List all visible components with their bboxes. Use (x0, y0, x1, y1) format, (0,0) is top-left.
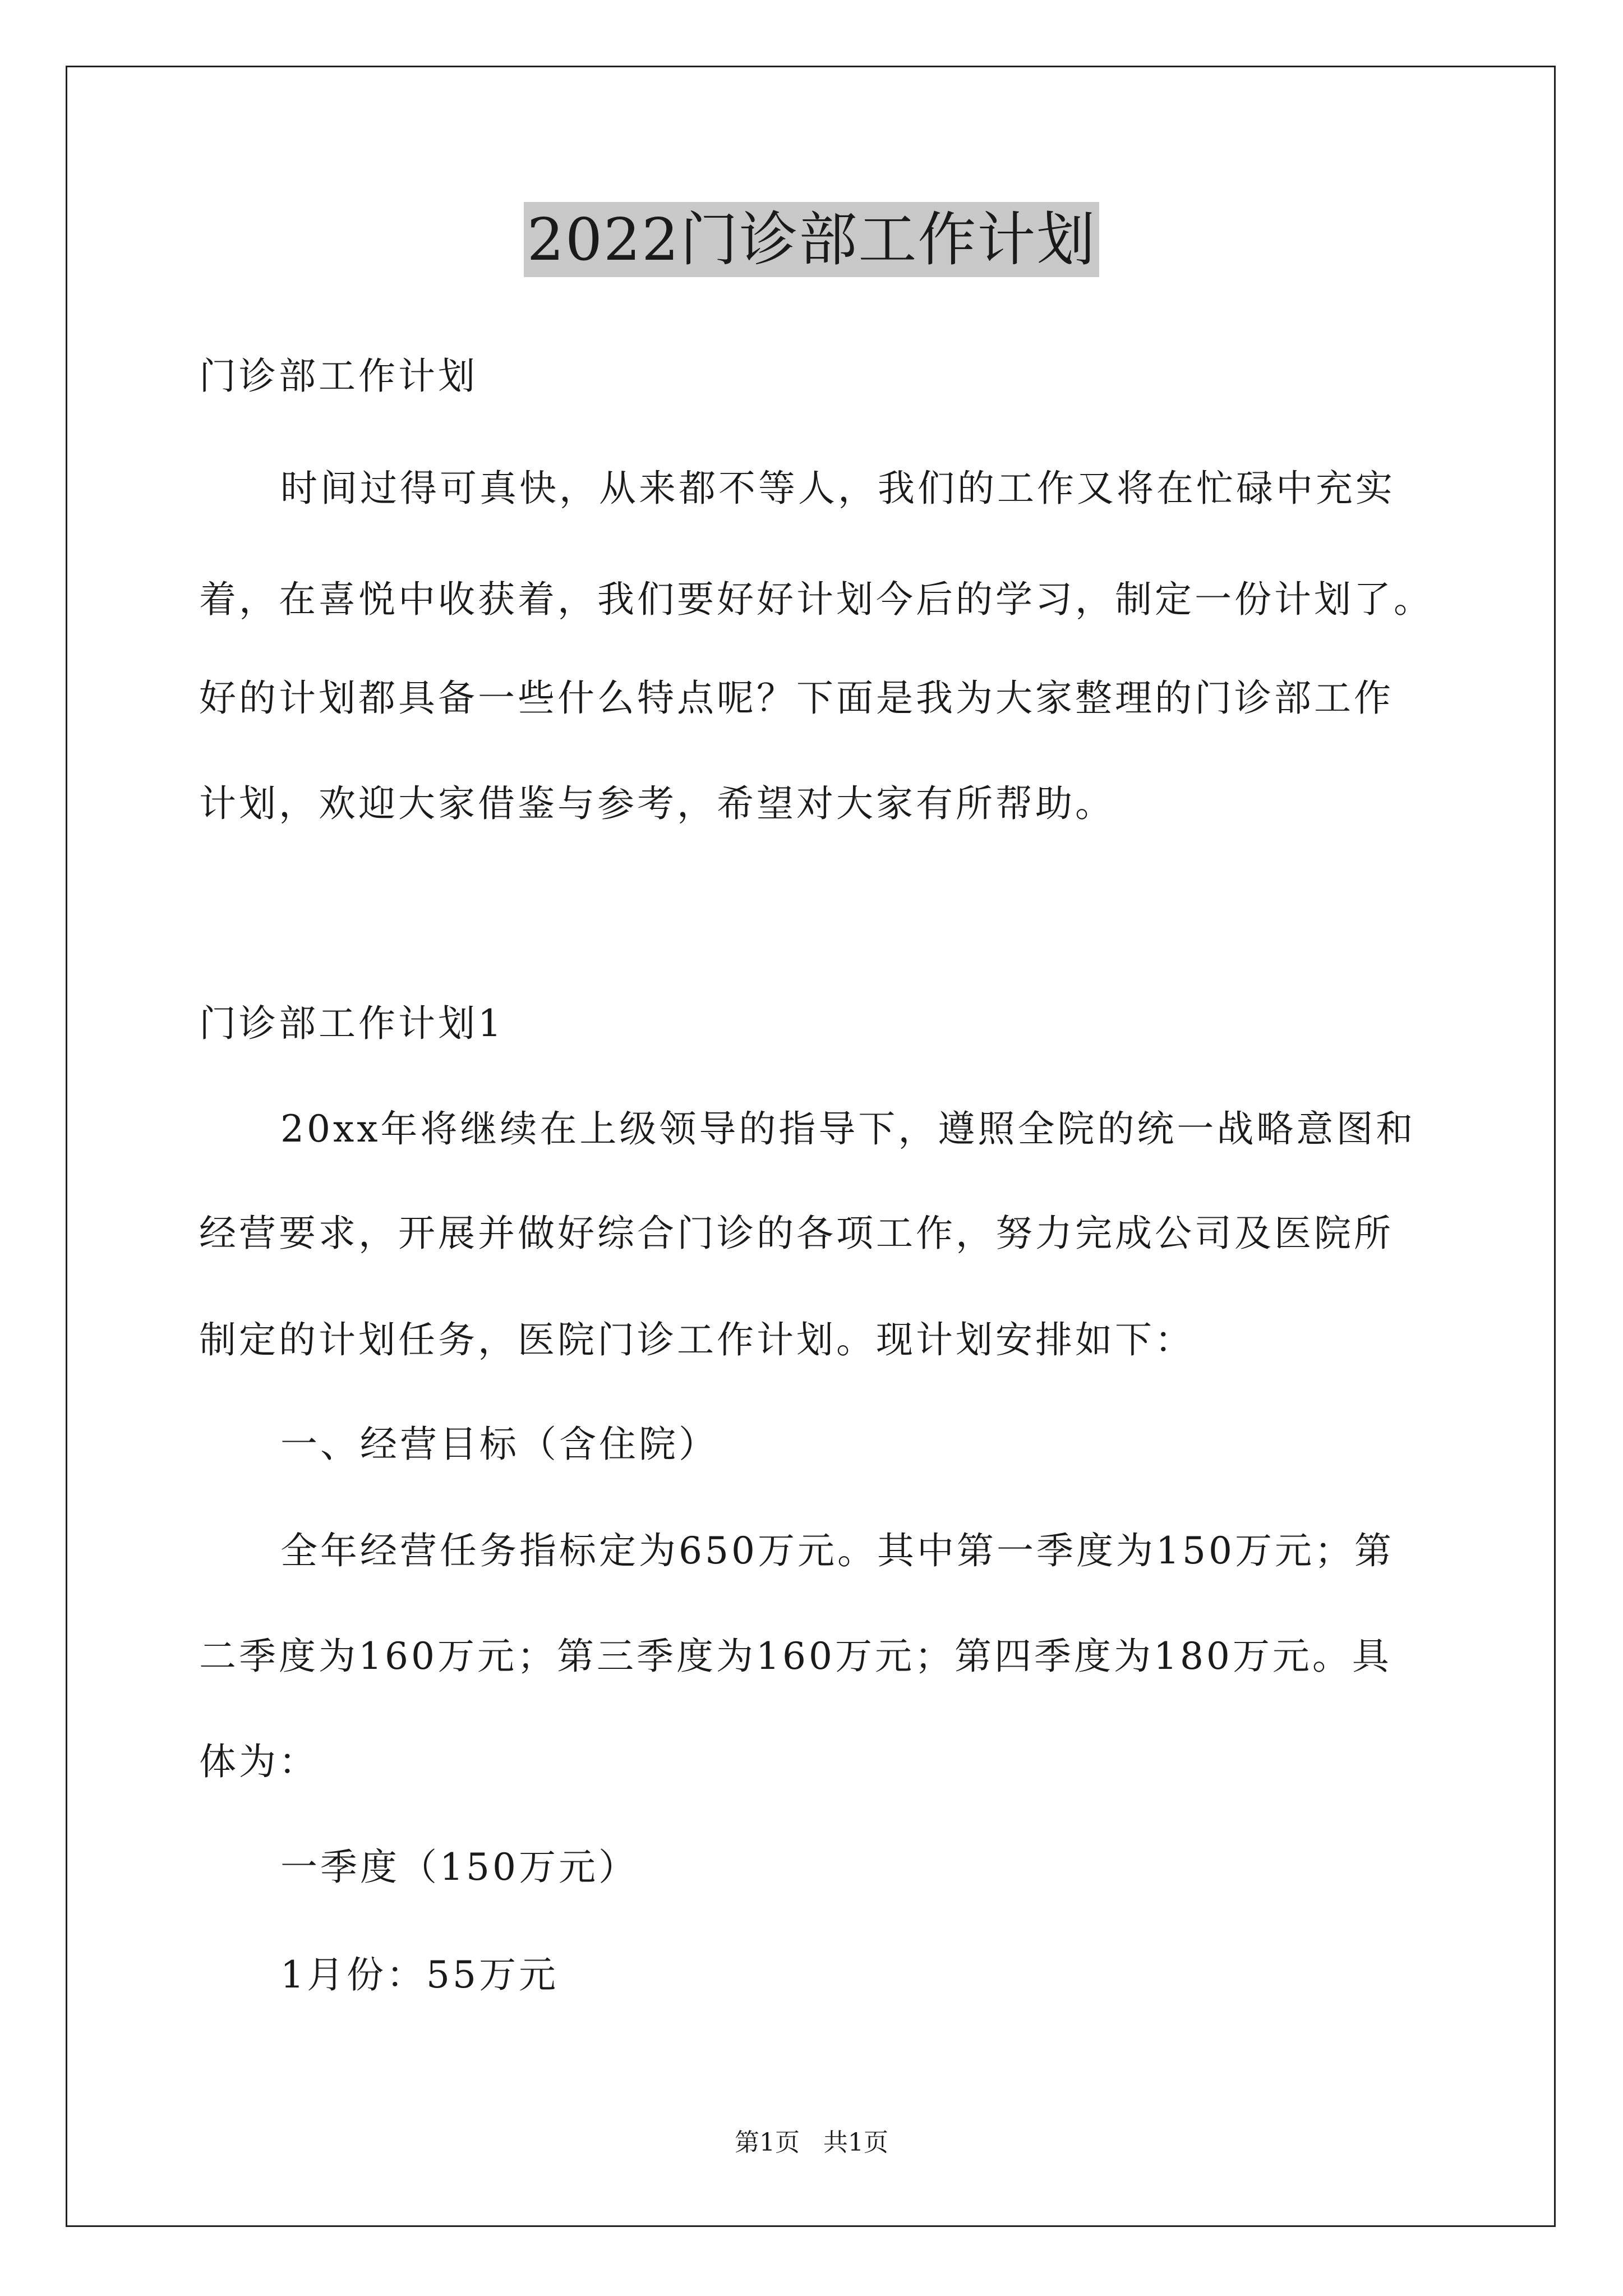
paragraph-line: 全年经营任务指标定为650万元。其中第一季度为150万元；第 (280, 1529, 1394, 1572)
paragraph-line: 二季度为160万元；第三季度为160万元；第四季度为180万元。具 (199, 1635, 1392, 1678)
paragraph-line: 时间过得可真快，从来都不等人，我们的工作又将在忙碌中充实 (280, 467, 1395, 510)
paragraph-line: 好的计划都具备一些什么特点呢？下面是我为大家整理的门诊部工作 (199, 677, 1394, 720)
page-total: 共1页 (823, 2128, 888, 2157)
section-heading: 门诊部工作计划 (199, 355, 478, 398)
paragraph-line: 体为： (199, 1740, 319, 1783)
paragraph-line: 经营要求，开展并做好综合门诊的各项工作，努力完成公司及医院所 (199, 1212, 1394, 1255)
page-footer (0, 2126, 1623, 2160)
paragraph-line: 20xx年将继续在上级领导的指导下，遵照全院的统一战略意图和 (280, 1107, 1416, 1151)
month-item: 1月份：55万元 (280, 1953, 559, 1996)
document-title: 2022门诊部工作计划 (524, 202, 1100, 277)
quarter-heading: 一季度（150万元） (280, 1846, 638, 1889)
paragraph-line: 着，在喜悦中收获着，我们要好好计划今后的学习，制定一份计划了。 (199, 578, 1433, 621)
page-number: 第1页 (735, 2128, 800, 2157)
paragraph-line: 制定的计划任务，医院门诊工作计划。现计划安排如下： (199, 1318, 1195, 1361)
paragraph-line: 计划，欢迎大家借鉴与参考，希望对大家有所帮助。 (199, 782, 1115, 825)
section-heading: 门诊部工作计划1 (199, 1002, 504, 1045)
subheading: 一、经营目标（含住院） (280, 1423, 718, 1466)
title-container (0, 202, 1623, 277)
